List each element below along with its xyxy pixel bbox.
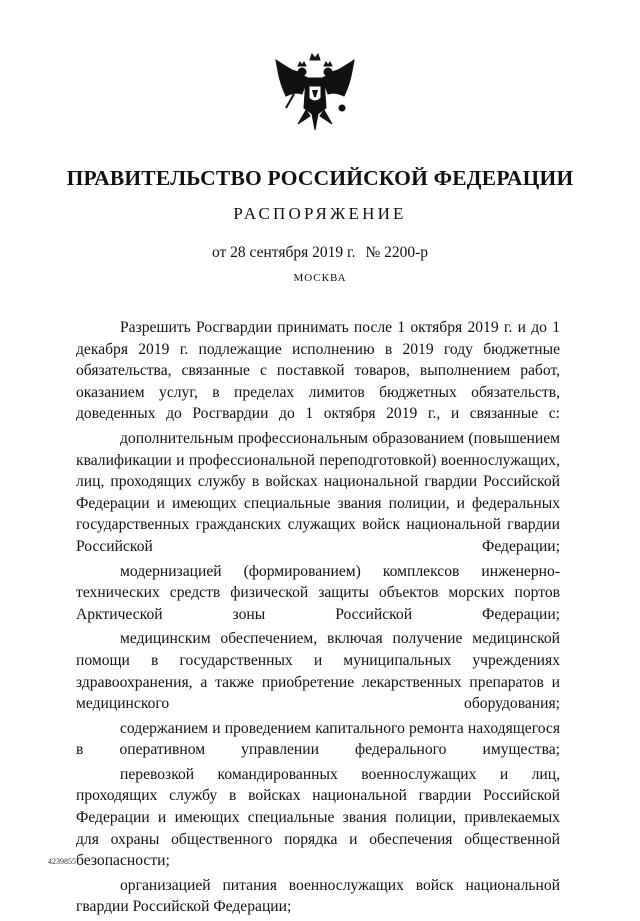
paragraph: дополнительным профессиональным образованием (повышением квалификации и профессиональной переподготовкой) военнослужащих, лиц, проходящих службу в войсках национальной гвардии Российской Федерации и имеющих специальные звания полиции, и федеральных государственных гражданских служащих войск национальной гвардии Российской Федерации; bbox=[76, 429, 560, 555]
date-line bbox=[0, 244, 640, 262]
city-name: МОСКВА bbox=[293, 272, 347, 284]
document-date: от 28 сентября 2019 г. bbox=[211, 244, 356, 261]
paragraph: перевозкой командированных военнослужащих и лиц, проходящих службу в войсках национальной гвардии Российской Федерации и имеющих специальные звания полиции, привлекаемых для охраны общественного порядка и обеспечения общественной безопасности; bbox=[76, 765, 560, 870]
coat-of-arms-icon bbox=[272, 50, 358, 142]
document-type: РАСПОРЯЖЕНИЕ bbox=[233, 204, 407, 223]
document-number: № 2200-р bbox=[365, 244, 429, 261]
page-title: ПРАВИТЕЛЬСТВО РОССИЙСКОЙ ФЕДЕРАЦИИ bbox=[66, 166, 574, 190]
paragraph: модернизацией (формированием) комплексов инженерно-технических средств физической защиты объектов морских портов Арктической зоны Российской Федерации; bbox=[76, 562, 560, 623]
paragraph: содержанием и проведением капитального ремонта находящегося в оперативном управлении федерального имущества; bbox=[76, 719, 560, 759]
document-body bbox=[76, 317, 560, 921]
document-id: 4239855 bbox=[48, 857, 76, 866]
paragraph: организацией питания военнослужащих войск национальной гвардии Российской Федерации; bbox=[76, 876, 560, 916]
paragraph: медицинским обеспечением, включая получение медицинской помощи в государственных и муниципальных учреждениях здравоохранения, а также приобретение лекарственных препаратов и медицинского оборудования; bbox=[76, 630, 560, 713]
paragraph: Разрешить Росгвардии принимать после 1 октября 2019 г. и до 1 декабря 2019 г. подлежащие исполнению в 2019 году бюджетные обязательства, связанные с поставкой товаров, выполнением работ, оказанием услуг, в пределах лимитов бюджетных обязательств, доведенных до Росгвардии до 1 октября 2019 г., и связанные с: bbox=[76, 319, 560, 423]
